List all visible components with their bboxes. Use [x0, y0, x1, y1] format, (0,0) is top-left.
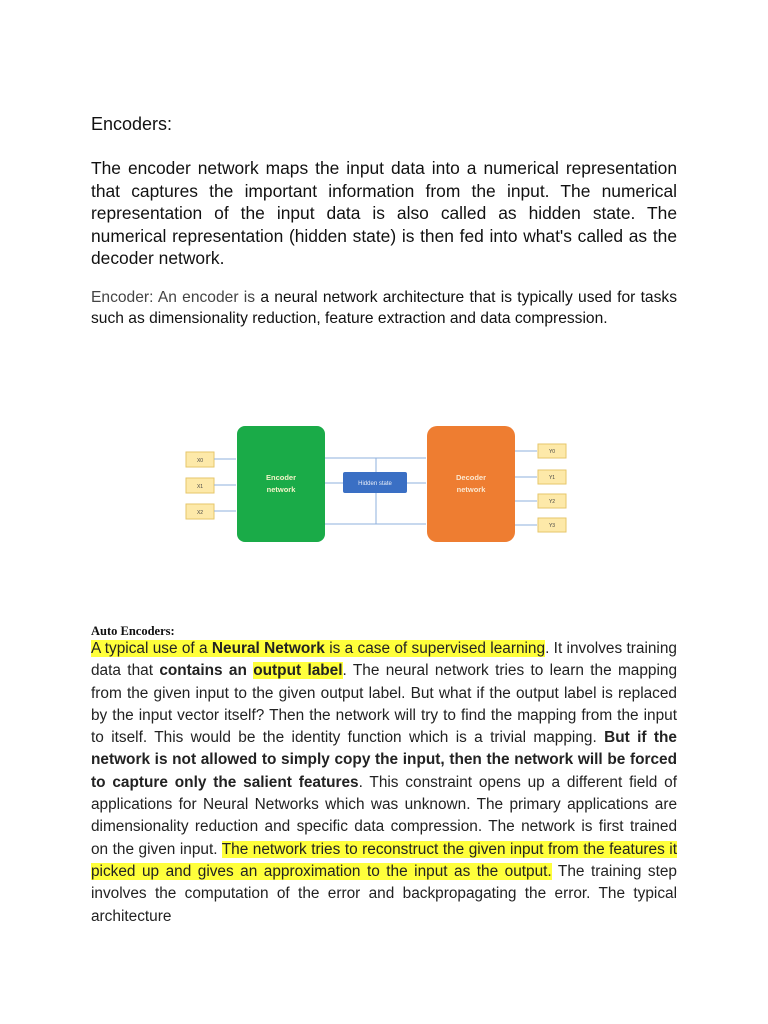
- output-box-0: [538, 444, 566, 458]
- input-label-0: X0: [196, 458, 204, 464]
- input-box-1: [186, 478, 214, 493]
- input-label-2: X2: [196, 510, 204, 516]
- input-arrows: [214, 459, 236, 511]
- output-label-2: Y2: [548, 499, 556, 505]
- output-box-3: [538, 518, 566, 532]
- hidden-state-label: Hidden state: [358, 481, 392, 487]
- highlight-text: is a case of supervised learning: [324, 640, 546, 657]
- output-label-1: Y1: [548, 475, 556, 481]
- output-label-0: Y0: [548, 449, 556, 455]
- body-text: The training step involves the computation of the error and backpropagating the error. The typical architecture: [91, 862, 677, 925]
- encoder-label-line1: Encoder: [265, 473, 297, 482]
- highlight-bold-text: Neural Network: [211, 640, 325, 657]
- bold-text: But if the network is not allowed to simply copy the input, then the network will be forced to capture only the salient features: [91, 729, 677, 791]
- definition-lead: Encoder: An encoder is: [91, 289, 261, 306]
- output-arrows: [515, 451, 537, 525]
- output-box-1: [538, 470, 566, 484]
- input-box-2: [186, 504, 214, 519]
- encoder-description-paragraph: The encoder network maps the input data into a numerical representation that captures the important information from the input. The numerical representation of the input data is also called as hidden state. The numerical representation (hidden state) is then fed into what's called as the decoder network.: [91, 158, 677, 268]
- encoder-block: [237, 426, 325, 542]
- diagram-svg: [180, 418, 580, 553]
- encoder-label-line2: network: [266, 485, 296, 494]
- output-box-2: [538, 494, 566, 508]
- bold-text: contains an: [159, 662, 254, 680]
- output-label-3: Y3: [548, 523, 556, 529]
- body-text: . It involves training data that: [91, 640, 677, 680]
- auto-encoder-paragraph: [91, 638, 677, 928]
- decoder-block: [427, 426, 515, 542]
- auto-encoders-heading: Auto Encoders:: [91, 624, 175, 638]
- definition-body: a neural network architecture that is typically used for tasks such as dimensionality reduction, feature extraction and data compression.: [91, 289, 677, 327]
- input-label-1: X1: [196, 484, 204, 490]
- encoder-decoder-diagram: [180, 418, 580, 553]
- encoder-definition-paragraph: [91, 287, 677, 329]
- body-text: . The neural network tries to learn the mapping from the given input to the given output label. But what if the output label is replaced by the input vector itself? Then the network will try to find the mapping from the input to itself. This would be the identity function which is a trivial mapping.: [91, 662, 678, 747]
- decoder-label-line1: Decoder: [455, 473, 487, 482]
- hidden-state-block: [343, 472, 407, 493]
- input-box-0: [186, 452, 214, 467]
- section-heading: Encoders:: [91, 114, 173, 134]
- body-text: . This constraint opens up a different field of applications for Neural Networks which was unknown. The primary applications are dimensionality reduction and specific data compression. The network is first trained on the given input.: [91, 773, 677, 858]
- highlight-bold-text: output label: [253, 662, 343, 680]
- highlight-text: A typical use of a: [91, 640, 212, 657]
- highlight-text: The network tries to reconstruct the given input from the features it picked up and gives an approximation to the input as the output.: [91, 840, 677, 880]
- decoder-label-line2: network: [456, 485, 486, 494]
